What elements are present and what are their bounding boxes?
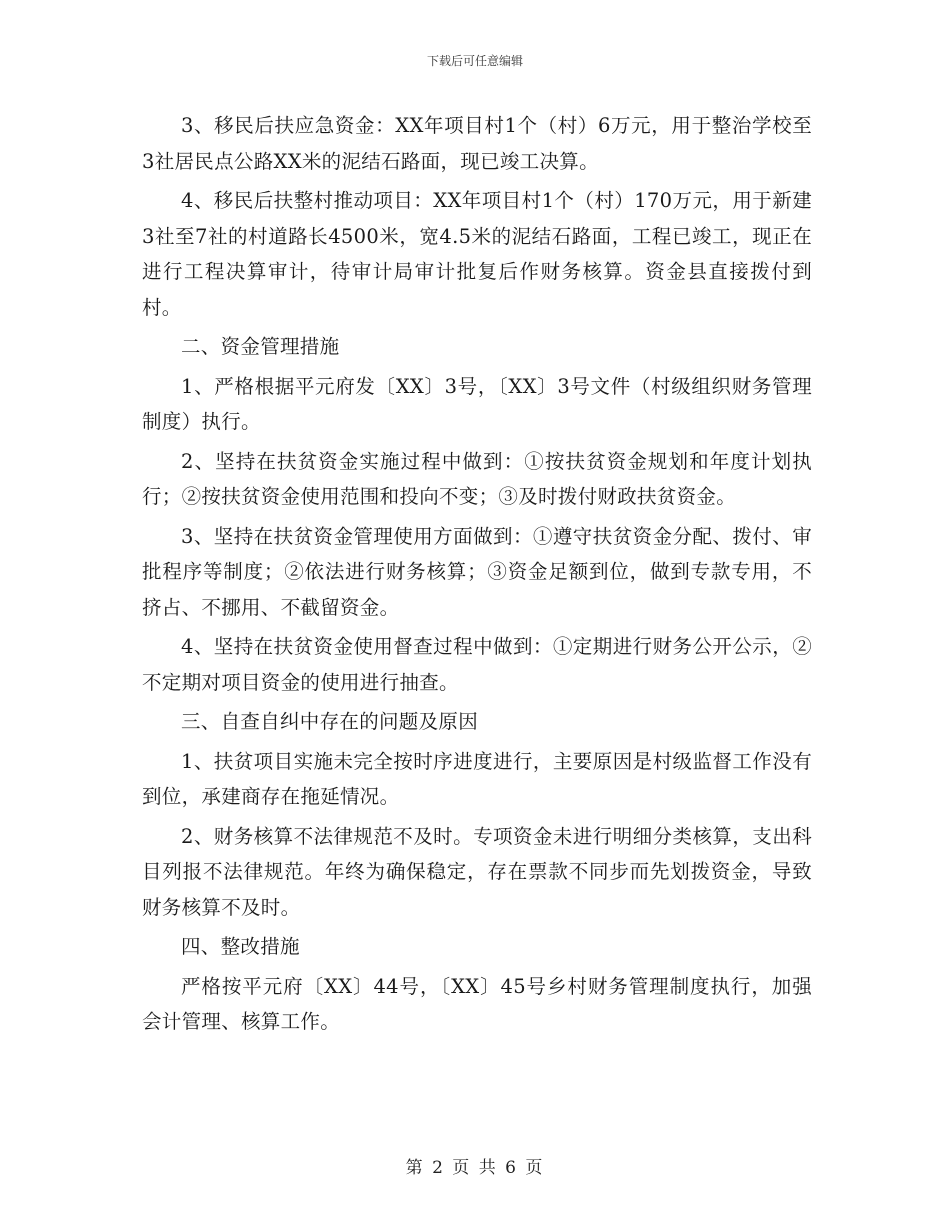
section-heading: 二、资金管理措施 [181, 335, 340, 358]
paragraph: 3、坚持在扶贫资金管理使用方面做到：①遵守扶贫资金分配、拨付、审批程序等制度；②依法进行财务核算；③资金足额到位，做到专款专用，不挤占、不挪用、不截留资金。 [142, 524, 812, 619]
paragraph: 3、移民后扶应急资金：XX年项目村1个（村）6万元，用于整治学校至3社居民点公路XX米的泥结石路面，现已竣工决算。 [142, 114, 812, 173]
page-number-footer: 第 2 页 共 6 页 [405, 1158, 545, 1178]
paragraph: 2、财务核算不法律规范不及时。专项资金未进行明细分类核算，支出科目列报不法律规范。年终为确保稳定，存在票款不同步而先划拨资金，导致财务核算不及时。 [142, 824, 812, 919]
section-heading: 三、自查自纠中存在的问题及原因 [181, 710, 479, 733]
paragraph: 1、严格根据平元府发〔XX〕3号，〔XX〕3号文件（村级组织财务管理制度）执行。 [142, 374, 812, 433]
paragraph: 严格按平元府〔XX〕44号，〔XX〕45号乡村财务管理制度执行，加强会计管理、核算工作。 [142, 974, 812, 1033]
paragraph: 4、坚持在扶贫资金使用督查过程中做到：①定期进行财务公开公示，②不定期对项目资金的使用进行抽查。 [142, 635, 812, 694]
page-header: 下载后可任意编辑 [426, 54, 523, 68]
paragraph: 4、移民后扶整村推动项目：XX年项目村1个（村）170万元，用于新建3社至7社的村道路长4500米，宽4.5米的泥结石路面，工程已竣工，现正在进行工程决算审计，待审计局审计批复后作财务核算。资金县直接拨付到村。 [142, 189, 812, 319]
section-heading: 四、整改措施 [181, 935, 300, 958]
paragraph: 2、坚持在扶贫资金实施过程中做到：①按扶贫资金规划和年度计划执行；②按扶贫资金使用范围和投向不变；③及时拨付财政扶贫资金。 [142, 449, 812, 508]
paragraph: 1、扶贫项目实施未完全按时序进度进行，主要原因是村级监督工作没有到位，承建商存在拖延情况。 [142, 749, 812, 808]
document-body [142, 108, 812, 1044]
